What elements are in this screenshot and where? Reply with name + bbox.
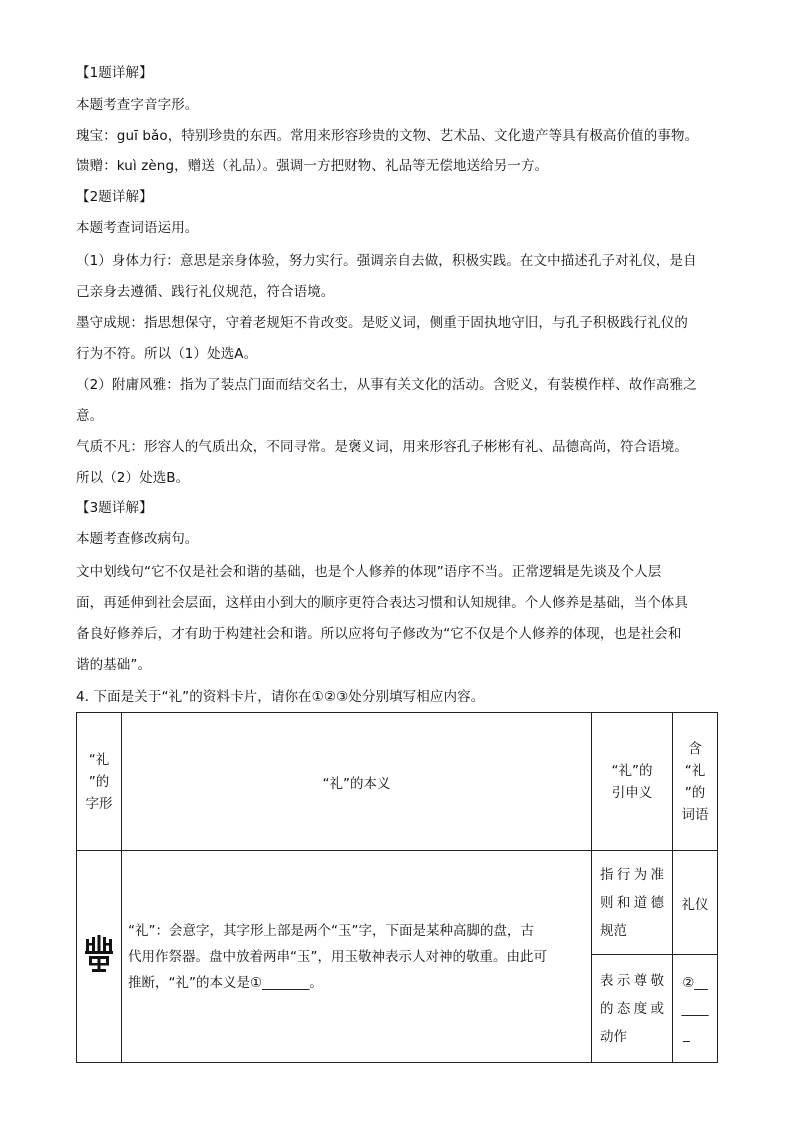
ancient-li-glyph [77,851,122,1063]
blank-1: 推断，“礼”的本义是①_______。 [128,974,323,991]
table-row [77,851,718,955]
header-extended: “礼”的 引申义 [592,713,673,851]
question-4-prompt: 4. 下面是关于“礼”的资料卡片，请你在①②③处分别填写相应内容。 [76,689,485,705]
section-heading-2: 【2题详解】 [76,189,153,205]
text-line: （1）身体力行：意思是亲身体验，努力实行。强调亲自去做，积极实践。在文中描述孔子对礼仪，是自 [76,253,697,269]
text-line: 瑰宝：guī bǎo，特别珍贵的东西。常用来形容珍贵的文物、艺术品、文化遗产等具有极高价值的事物。 [76,128,699,144]
text-line: 本题考查字音字形。 [76,97,199,113]
text-line: 文中划线句“它不仅是社会和谐的基础，也是个人修养的体现”语序不当。正常逻辑是先谈及个人层 [76,564,662,580]
table-header-row [77,713,718,851]
text-line: （2）附庸风雅：指为了装点门面而结交名士，从事有关文化的活动。含贬义，有装模作样、故作高雅之 [76,377,697,393]
section-heading-3: 【3题详解】 [76,500,153,516]
header-words: 含 “礼 ”的 词语 [673,713,718,851]
text-line: 谐的基础”。 [76,657,152,673]
header-origin: “礼”的本义 [122,713,592,851]
li-glyph-icon [83,935,115,975]
text-line: 意。 [76,408,104,424]
origin-description: “礼”：会意字，其字形上部是两个“玉”字，下面是某种高脚的盘，古 代用作祭器。盘中放着两串“玉”，用玉敬神表示人对神的敬重。由此可 推断，“礼”的本义是①_______。 [122,851,592,1063]
text-line: 所以（2）处选B。 [76,470,190,486]
text-line: 馈赠：kuì zèng，赠送（礼品）。强调一方把财物、礼品等无偿地送给另一方。 [76,158,549,174]
text-line: 面，再延伸到社会层面，这样由小到大的顺序更符合表达习惯和认知规律。个人修养是基础，当个体具 [76,595,688,611]
extended-meaning-1: 指行为准 则和道德 规范 [592,851,673,955]
text-line: 气质不凡：形容人的气质出众，不同寻常。是褒义词，用来形容孔子彬彬有礼、品德高尚，符合语境。 [76,439,688,455]
info-card-table [76,712,718,1063]
text-line: 己亲身去遵循、践行礼仪规范，符合语境。 [76,284,335,300]
word-1: 礼仪 [673,851,718,955]
blank-2: ②__ ____ _ [673,955,718,1063]
text-line: 墨守成规：指思想保守，守着老规矩不肯改变。是贬义词，侧重于固执地守旧，与孔子积极践行礼仪的 [76,315,688,331]
section-heading-1: 【1题详解】 [76,65,153,81]
header-form: “礼 ”的 字形 [77,713,122,851]
text-line: 本题考查词语运用。 [76,220,199,236]
extended-meaning-2: 表示尊敬 的态度或 动作 [592,955,673,1063]
text-line: 本题考查修改病句。 [76,531,199,547]
text-line: 备良好修养后，才有助于构建社会和谐。所以应将句子修改为“它不仅是个人修养的体现，也是社会和 [76,626,682,642]
text-line: 行为不符。所以（1）处选A。 [76,346,258,362]
